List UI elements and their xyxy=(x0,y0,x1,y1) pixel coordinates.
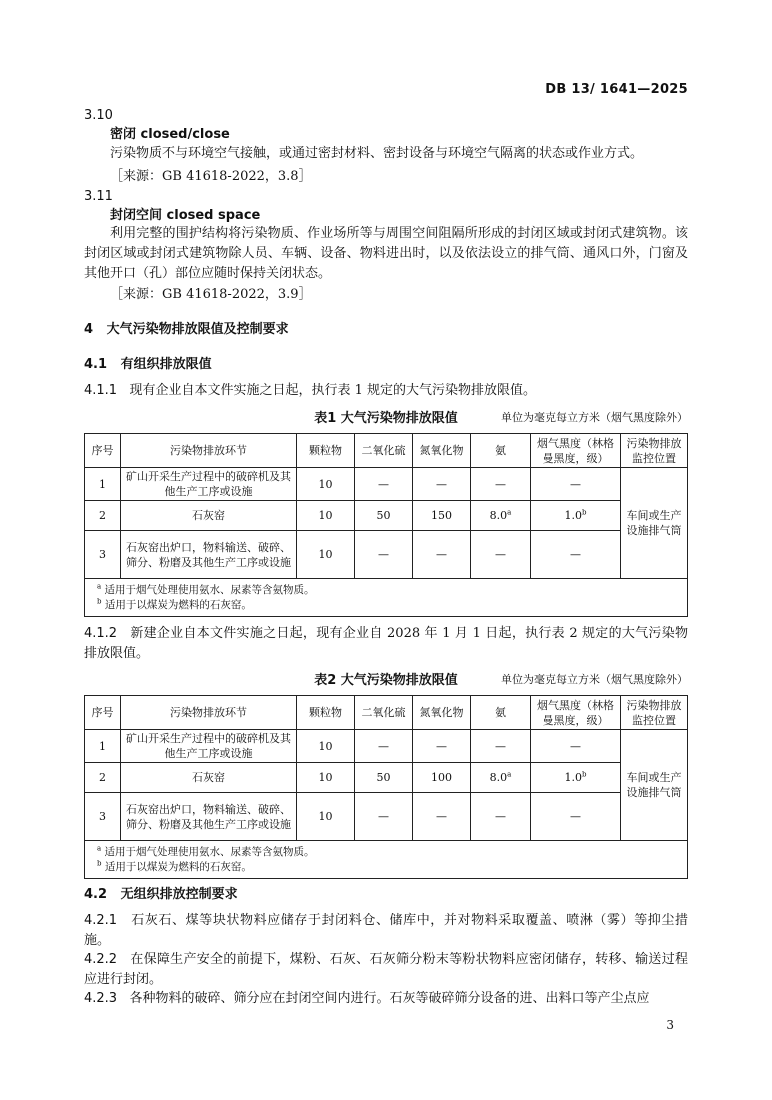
footnote-mark: a xyxy=(97,582,102,590)
table-2-note-b xyxy=(97,860,675,875)
table-1-notes xyxy=(85,579,688,617)
table-2-header-cell: 颗粒物 xyxy=(297,696,355,730)
table-2-caption-row xyxy=(84,669,688,689)
table-1-header-cell: 氨 xyxy=(471,434,531,468)
table-2-cell: 1 xyxy=(85,730,121,763)
table-1-cell: 矿山开采生产过程中的破碎机及其他生产工序或设施 xyxy=(121,468,297,501)
table-1-cell: 石灰窑 xyxy=(121,501,297,531)
table-2-note-a xyxy=(97,845,675,860)
table-1-cell: — xyxy=(531,531,621,579)
table-1-cell: 10 xyxy=(297,468,355,501)
table-2-header-cell: 二氧化硫 xyxy=(355,696,413,730)
table-2-cell: — xyxy=(413,793,471,841)
table-2-cell: — xyxy=(471,793,531,841)
table-2-header-row xyxy=(85,696,688,730)
table-2-cell: 3 xyxy=(85,793,121,841)
clause-3-10-number: 3.10 xyxy=(84,108,113,123)
table-1-cell: 10 xyxy=(297,531,355,579)
section-4-2-heading xyxy=(84,885,238,905)
table-2-notes-row xyxy=(85,841,688,879)
table-1-smoke-value: 1.0 xyxy=(564,509,582,522)
table-2-cell: 矿山开采生产过程中的破碎机及其他生产工序或设施 xyxy=(121,730,297,763)
clause-4-1-2 xyxy=(84,624,688,664)
clause-3-10-term: 密闭 closed/close xyxy=(110,127,230,142)
clause-3-11-term: 封闭空间 closed space xyxy=(110,208,261,223)
table-1-cell xyxy=(531,501,621,531)
table-2-cell xyxy=(471,763,531,793)
table-1-row xyxy=(85,531,688,579)
table-2-cell: — xyxy=(531,730,621,763)
clause-4-2-2-text: 在保障生产安全的前提下，煤粉、石灰、石灰筛分粉末等粉状物料应密闭储存，转移、输送过程应进行封闭。 xyxy=(84,952,688,987)
table-1-header-cell: 颗粒物 xyxy=(297,434,355,468)
table-2-notes xyxy=(85,841,688,879)
note-text: 适用于烟气处理使用氨水、尿素等含氨物质。 xyxy=(104,845,315,858)
table-2-footnote-mark: a xyxy=(507,770,512,779)
section-4-2-title: 无组织排放控制要求 xyxy=(120,887,238,902)
clause-4-2-1 xyxy=(84,911,688,951)
clause-4-2-1-text: 石灰石、煤等块状物料应储存于封闭料仓、储库中，并对物料采取覆盖、喷淋（雾）等抑尘措施。 xyxy=(84,913,688,948)
section-4-number: 4 xyxy=(84,322,94,337)
table-1-caption: 表1 大气污染物排放限值 xyxy=(314,411,458,426)
clause-4-1-2-text: 新建企业自本文件实施之日起，现有企业自 2028 年 1 月 1 日起，执行表 2 规定的大气污染物排放限值。 xyxy=(84,626,688,661)
table-1-note-a xyxy=(97,583,675,598)
table-1-header-cell: 氮氧化物 xyxy=(413,434,471,468)
table-2-cell: 100 xyxy=(413,763,471,793)
table-1-cell: — xyxy=(471,468,531,501)
standard-number-header: DB 13/ 1641—2025 xyxy=(545,82,688,97)
section-4-heading xyxy=(84,320,289,340)
table-1-row xyxy=(85,468,688,501)
table-1-header-cell: 污染物排放环节 xyxy=(121,434,297,468)
table-2-row xyxy=(85,763,688,793)
table-2-header-cell: 烟气黑度（林格曼黑度，级） xyxy=(531,696,621,730)
section-4-2-number: 4.2 xyxy=(84,887,108,902)
table-2-cell: 2 xyxy=(85,763,121,793)
table-2-cell: — xyxy=(355,793,413,841)
clause-3-10-definition: 污染物质不与环境空气接触，或通过密封材料、密封设备与环境空气隔离的状态或作业方式。 xyxy=(110,146,644,161)
table-2-caption: 表2 大气污染物排放限值 xyxy=(314,673,458,688)
clause-3-10-source: ［来源：GB 41618-2022，3.8］ xyxy=(110,169,312,184)
table-1-cell: — xyxy=(531,468,621,501)
table-2-header-cell: 氮氧化物 xyxy=(413,696,471,730)
table-2-monitor-location: 车间或生产设施排气筒 xyxy=(621,730,688,841)
table-2-row xyxy=(85,793,688,841)
table-2-cell: 石灰窑 xyxy=(121,763,297,793)
table-1-monitor-location: 车间或生产设施排气筒 xyxy=(621,468,688,579)
section-4-title: 大气污染物排放限值及控制要求 xyxy=(106,322,289,337)
table-1-cell: 10 xyxy=(297,501,355,531)
table-1-unit: 单位为毫克每立方米（烟气黑度除外） xyxy=(501,411,688,424)
table-2-cell: 10 xyxy=(297,730,355,763)
table-2-cell: — xyxy=(471,730,531,763)
table-2-header-cell: 序号 xyxy=(85,696,121,730)
table-1-cell: 1 xyxy=(85,468,121,501)
table-1-note-b xyxy=(97,598,675,613)
table-1-header-cell: 污染物排放监控位置 xyxy=(621,434,688,468)
table-1-ammonia-value: 8.0 xyxy=(489,509,508,522)
table-1-cell: 50 xyxy=(355,501,413,531)
table-1-cell: — xyxy=(355,531,413,579)
clause-4-2-3 xyxy=(84,989,688,1009)
table-1-cell: — xyxy=(471,531,531,579)
clause-4-1-1-number: 4.1.1 xyxy=(84,383,118,398)
clause-3-11-definition: 利用完整的围护结构将污染物质、作业场所等与周围空间阻隔所形成的封闭区域或封闭式建筑物。该封闭区域或封闭式建筑物除人员、车辆、设备、物料进出时，以及依法设立的排气筒、通风口外，门窗及其他开口（孔）部位应随时保持关闭状态。 xyxy=(84,226,688,281)
clause-4-2-2-number: 4.2.2 xyxy=(84,952,118,967)
table-1-cell: — xyxy=(355,468,413,501)
section-4-1-heading xyxy=(84,355,212,375)
table-1-cell: — xyxy=(413,468,471,501)
table-2-cell: — xyxy=(413,730,471,763)
table-1-cell: 2 xyxy=(85,501,121,531)
footnote-mark: a xyxy=(97,844,102,852)
table-1 xyxy=(84,433,688,617)
table-1-cell: 石灰窑出炉口，物料输送、破碎、筛分、粉磨及其他生产工序或设施 xyxy=(121,531,297,579)
clause-3-11-source: ［来源：GB 41618-2022，3.9］ xyxy=(110,287,312,302)
table-1-row xyxy=(85,501,688,531)
clause-4-2-2 xyxy=(84,950,688,990)
table-1-footnote-mark: a xyxy=(507,508,512,517)
table-2-smoke-value: 1.0 xyxy=(564,771,582,784)
table-1-header-cell: 二氧化硫 xyxy=(355,434,413,468)
table-2-cell: 50 xyxy=(355,763,413,793)
table-2-unit: 单位为毫克每立方米（烟气黑度除外） xyxy=(501,673,688,686)
table-1-cell: 150 xyxy=(413,501,471,531)
table-2-cell xyxy=(531,763,621,793)
table-2-header-cell: 污染物排放环节 xyxy=(121,696,297,730)
table-1-caption-row xyxy=(84,407,688,427)
table-2-cell: 石灰窑出炉口，物料输送、破碎、筛分、粉磨及其他生产工序或设施 xyxy=(121,793,297,841)
note-text: 适用于烟气处理使用氨水、尿素等含氨物质。 xyxy=(104,583,315,596)
table-2-cell: 10 xyxy=(297,793,355,841)
page-number: 3 xyxy=(666,1018,674,1032)
table-2-header-cell: 氨 xyxy=(471,696,531,730)
table-2-cell: — xyxy=(531,793,621,841)
table-1-header-row xyxy=(85,434,688,468)
table-2-header-cell: 污染物排放监控位置 xyxy=(621,696,688,730)
section-4-1-number: 4.1 xyxy=(84,357,108,372)
table-2-ammonia-value: 8.0 xyxy=(489,771,508,784)
table-1-header-cell: 序号 xyxy=(85,434,121,468)
footnote-mark: b xyxy=(97,597,102,605)
table-1-footnote-mark: b xyxy=(582,508,587,517)
clause-4-1-1 xyxy=(84,381,536,401)
clause-4-2-3-number: 4.2.3 xyxy=(84,991,118,1006)
table-2-row xyxy=(85,730,688,763)
footnote-mark: b xyxy=(97,859,102,867)
table-1-header-cell: 烟气黑度（林格曼黑度，级） xyxy=(531,434,621,468)
clause-3-11-number: 3.11 xyxy=(84,189,113,204)
clause-4-2-1-number: 4.2.1 xyxy=(84,913,118,928)
clause-4-1-2-number: 4.1.2 xyxy=(84,626,118,641)
table-1-cell: — xyxy=(413,531,471,579)
clause-4-2-3-text: 各种物料的破碎、筛分应在封闭空间内进行。石灰等破碎筛分设备的进、出料口等产尘点应 xyxy=(129,991,650,1006)
table-2 xyxy=(84,695,688,879)
table-1-cell xyxy=(471,501,531,531)
table-2-cell: — xyxy=(355,730,413,763)
table-1-notes-row xyxy=(85,579,688,617)
table-2-cell: 10 xyxy=(297,763,355,793)
table-2-footnote-mark: b xyxy=(582,770,587,779)
table-1-cell: 3 xyxy=(85,531,121,579)
clause-4-1-1-text: 现有企业自本文件实施之日起，执行表 1 规定的大气污染物排放限值。 xyxy=(129,383,537,398)
section-4-1-title: 有组织排放限值 xyxy=(120,357,212,372)
note-text: 适用于以煤炭为燃料的石灰窑。 xyxy=(104,860,252,873)
note-text: 适用于以煤炭为燃料的石灰窑。 xyxy=(104,598,252,611)
